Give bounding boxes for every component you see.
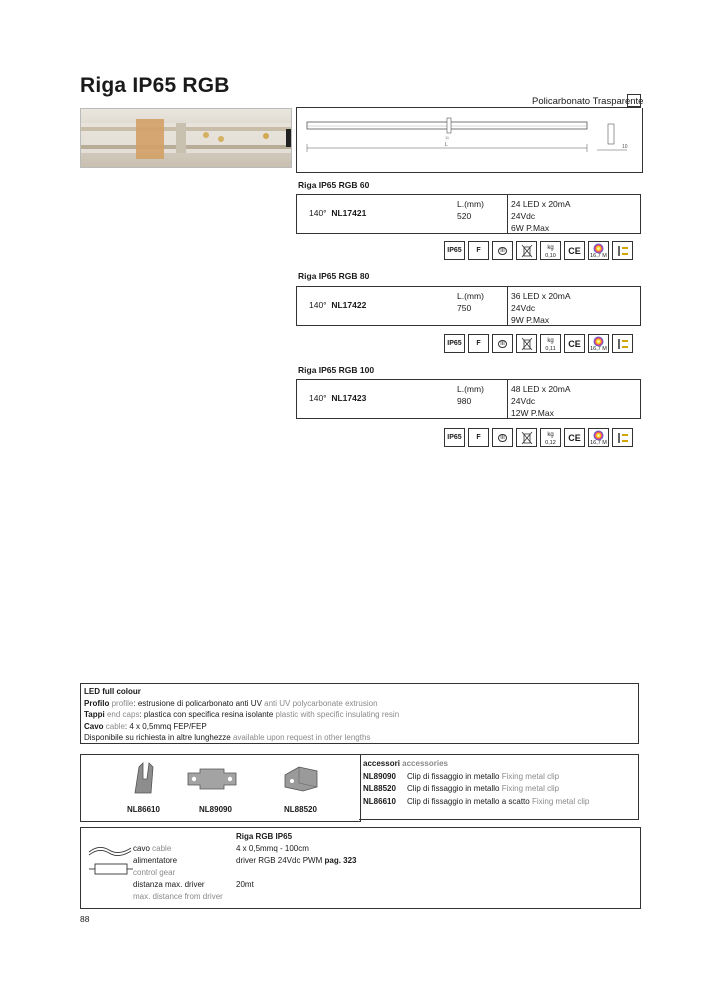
colors-value: 16,7 M (590, 253, 607, 259)
cert-icons-80 (444, 334, 633, 353)
acc-desc-en: Fixing metal clip (531, 796, 590, 806)
specs-col (507, 287, 571, 325)
material-label: Policarbonato Trasparente (532, 96, 644, 107)
ip65-icon (444, 241, 465, 260)
colors-value: 16,7 M (590, 440, 607, 446)
length-col (457, 383, 484, 407)
label-nl88520: NL88520 (284, 805, 317, 814)
acc-code: NL88520 (363, 784, 396, 793)
code-number: NL17422 (331, 300, 367, 310)
clip-nl86610-image (131, 759, 157, 795)
weight-icon: kg 0,11 (540, 334, 561, 353)
class-text: III (500, 434, 505, 441)
accessory-item (363, 783, 634, 796)
acc-desc-en: Fixing metal clip (501, 784, 560, 793)
f-text: F (476, 247, 481, 254)
beam-angle: 140° (309, 300, 327, 310)
voltage-spec: 24Vdc (511, 396, 536, 406)
cert-icons-60 (444, 241, 633, 260)
ce-text: CE (568, 338, 581, 349)
accessory-item (363, 796, 634, 809)
avail-it: Disponibile su richiesta in altre lunghezze (84, 733, 231, 743)
cable-label: Cavo (84, 721, 104, 731)
weee-bin-icon (516, 334, 537, 353)
product-row-60 (296, 194, 641, 234)
product-code-60 (309, 208, 366, 218)
driver-label-en: control gear (133, 868, 176, 877)
power-spec: 12W P.Max (511, 408, 554, 418)
length-value: 750 (457, 303, 472, 313)
product-row-100 (296, 379, 641, 419)
dimension-length: L (445, 142, 448, 148)
class-iii-icon (492, 241, 513, 260)
driver-label: alimentatore (133, 856, 178, 865)
f-mark-icon (468, 428, 489, 447)
f-text: F (476, 434, 481, 441)
dimension-width: 10 (622, 144, 628, 150)
clip-nl88520-image (281, 765, 321, 793)
caps-line: Tappi end caps: plastica con specifica resina isolante plastic with specific insulating resin (84, 710, 400, 720)
installation-box (80, 827, 641, 909)
product-photo (80, 108, 292, 168)
profile-it: estrusione di policarbonato anti UV (137, 698, 262, 708)
label-nl86610: NL86610 (127, 805, 160, 814)
specs-col (507, 195, 571, 233)
cable-it: cavo (133, 844, 150, 853)
accessory-item (363, 771, 634, 784)
length-header: L.(mm) (457, 291, 484, 301)
led-strip-icon (612, 334, 633, 353)
acc-code: NL86610 (363, 796, 396, 806)
profile-label: Profilo (84, 698, 110, 708)
weight-icon: kg 0,10 (540, 241, 561, 260)
ce-icon (564, 334, 585, 353)
led-strip-icon (612, 428, 633, 447)
f-mark-icon (468, 241, 489, 260)
product-code-80 (309, 300, 366, 310)
description-box (80, 683, 639, 744)
product-title-100: Riga IP65 RGB 100 (298, 365, 375, 375)
cable-line: Cavo cable: 4 x 0,5mmq FEP/FEP (84, 721, 207, 731)
specs-col (507, 380, 571, 418)
caps-en: plastic with specific insulating resin (275, 710, 400, 720)
accessories-heading (363, 758, 634, 771)
info-heading: LED full colour (84, 687, 141, 696)
label-nl89090: NL89090 (199, 805, 232, 814)
rgb-colors-icon (588, 428, 609, 447)
acc-heading-it: accessori (363, 759, 400, 768)
cable-value: 4 x 0,5mmq - 100cm (236, 844, 309, 853)
ip-text: IP65 (447, 434, 462, 441)
weight-value: 0,12 (545, 440, 556, 446)
product-row-80 (296, 286, 641, 326)
dimension-height: 11 (445, 135, 450, 140)
voltage-spec: 24Vdc (511, 303, 536, 313)
weight-icon: kg 0,12 (540, 428, 561, 447)
caps-label: Tappi (84, 710, 105, 720)
rgb-colors-icon (588, 241, 609, 260)
profile-line: Profilo profile: estrusione di policarbonato anti UV anti UV polycarbonate extrusion (84, 698, 378, 708)
ce-text: CE (568, 432, 581, 443)
driver-value (236, 855, 357, 867)
distance-label: distanza max. driver (133, 880, 205, 889)
f-text: F (476, 340, 481, 347)
cert-icons-100 (444, 428, 633, 447)
led-strip-icon (612, 241, 633, 260)
ip65-icon (444, 428, 465, 447)
cable-label (133, 843, 171, 855)
profile-en: anti UV polycarbonate extrusion (264, 698, 378, 708)
code-number: NL17423 (331, 393, 367, 403)
accessories-list (359, 754, 639, 820)
class-text: III (500, 340, 505, 347)
length-col (457, 198, 484, 222)
ce-icon (564, 428, 585, 447)
class-iii-icon (492, 428, 513, 447)
acc-heading-en: accessories (402, 759, 448, 768)
distance-value: 20mt (236, 880, 254, 889)
led-spec: 24 LED x 20mA (511, 199, 571, 209)
power-spec: 9W P.Max (511, 315, 550, 325)
weee-bin-icon (516, 428, 537, 447)
accessories-images (80, 754, 361, 822)
class-iii-icon (492, 334, 513, 353)
code-number: NL17421 (331, 208, 367, 218)
class-text: III (500, 247, 505, 254)
weight-value: 0,11 (545, 346, 556, 352)
led-strip-photo (81, 109, 291, 167)
voltage-spec: 24Vdc (511, 211, 536, 221)
rgb-colors-icon (588, 334, 609, 353)
led-spec: 48 LED x 20mA (511, 384, 571, 394)
clip-nl89090-image (186, 767, 238, 791)
power-spec: 6W P.Max (511, 223, 550, 233)
distance-label-en: max. distance from driver (133, 892, 223, 901)
technical-drawing (296, 108, 643, 173)
driver-val: driver RGB 24Vdc PWM (236, 856, 323, 865)
acc-desc-en: Fixing metal clip (501, 771, 560, 781)
product-title-60: Riga IP65 RGB 60 (298, 180, 370, 190)
material-swatch (627, 94, 641, 107)
length-col (457, 290, 484, 314)
length-header: L.(mm) (457, 199, 484, 209)
cable-driver-icon (87, 840, 133, 878)
page-number: 88 (80, 914, 90, 924)
beam-angle: 140° (309, 208, 327, 218)
ce-text: CE (568, 245, 581, 256)
acc-code: NL89090 (363, 771, 396, 781)
ip-text: IP65 (447, 340, 462, 347)
driver-page-link[interactable]: pag. 323 (324, 856, 357, 865)
length-header: L.(mm) (457, 384, 484, 394)
cable-en: cable (152, 844, 172, 853)
weight-value: 0,10 (545, 253, 556, 259)
acc-desc-it: Clip di fissaggio in metallo a scatto (407, 796, 530, 806)
length-value: 980 (457, 396, 472, 406)
length-value: 520 (457, 211, 472, 221)
caps-it: plastica con specifica resina isolante (143, 710, 274, 720)
ip-text: IP65 (447, 247, 462, 254)
cable-it: 4 x 0,5mmq FEP/FEP (129, 721, 207, 731)
page-title: Riga IP65 RGB (80, 74, 230, 97)
cable-label-en: cable (105, 721, 125, 731)
ce-icon (564, 241, 585, 260)
acc-desc-it: Clip di fissaggio in metallo (407, 771, 500, 781)
install-title: Riga RGB IP65 (236, 832, 293, 841)
caps-label-en: end caps (106, 710, 140, 720)
led-spec: 36 LED x 20mA (511, 291, 571, 301)
f-mark-icon (468, 334, 489, 353)
product-title-80: Riga IP65 RGB 80 (298, 271, 370, 281)
weee-bin-icon (516, 241, 537, 260)
profile-label-en: profile (111, 698, 134, 708)
avail-en: available upon request in other lengths (232, 733, 371, 743)
product-code-100 (309, 393, 366, 403)
availability-line (84, 732, 635, 744)
ip65-icon (444, 334, 465, 353)
colors-value: 16,7 M (590, 346, 607, 352)
acc-desc-it: Clip di fissaggio in metallo (407, 784, 500, 793)
beam-angle: 140° (309, 393, 327, 403)
